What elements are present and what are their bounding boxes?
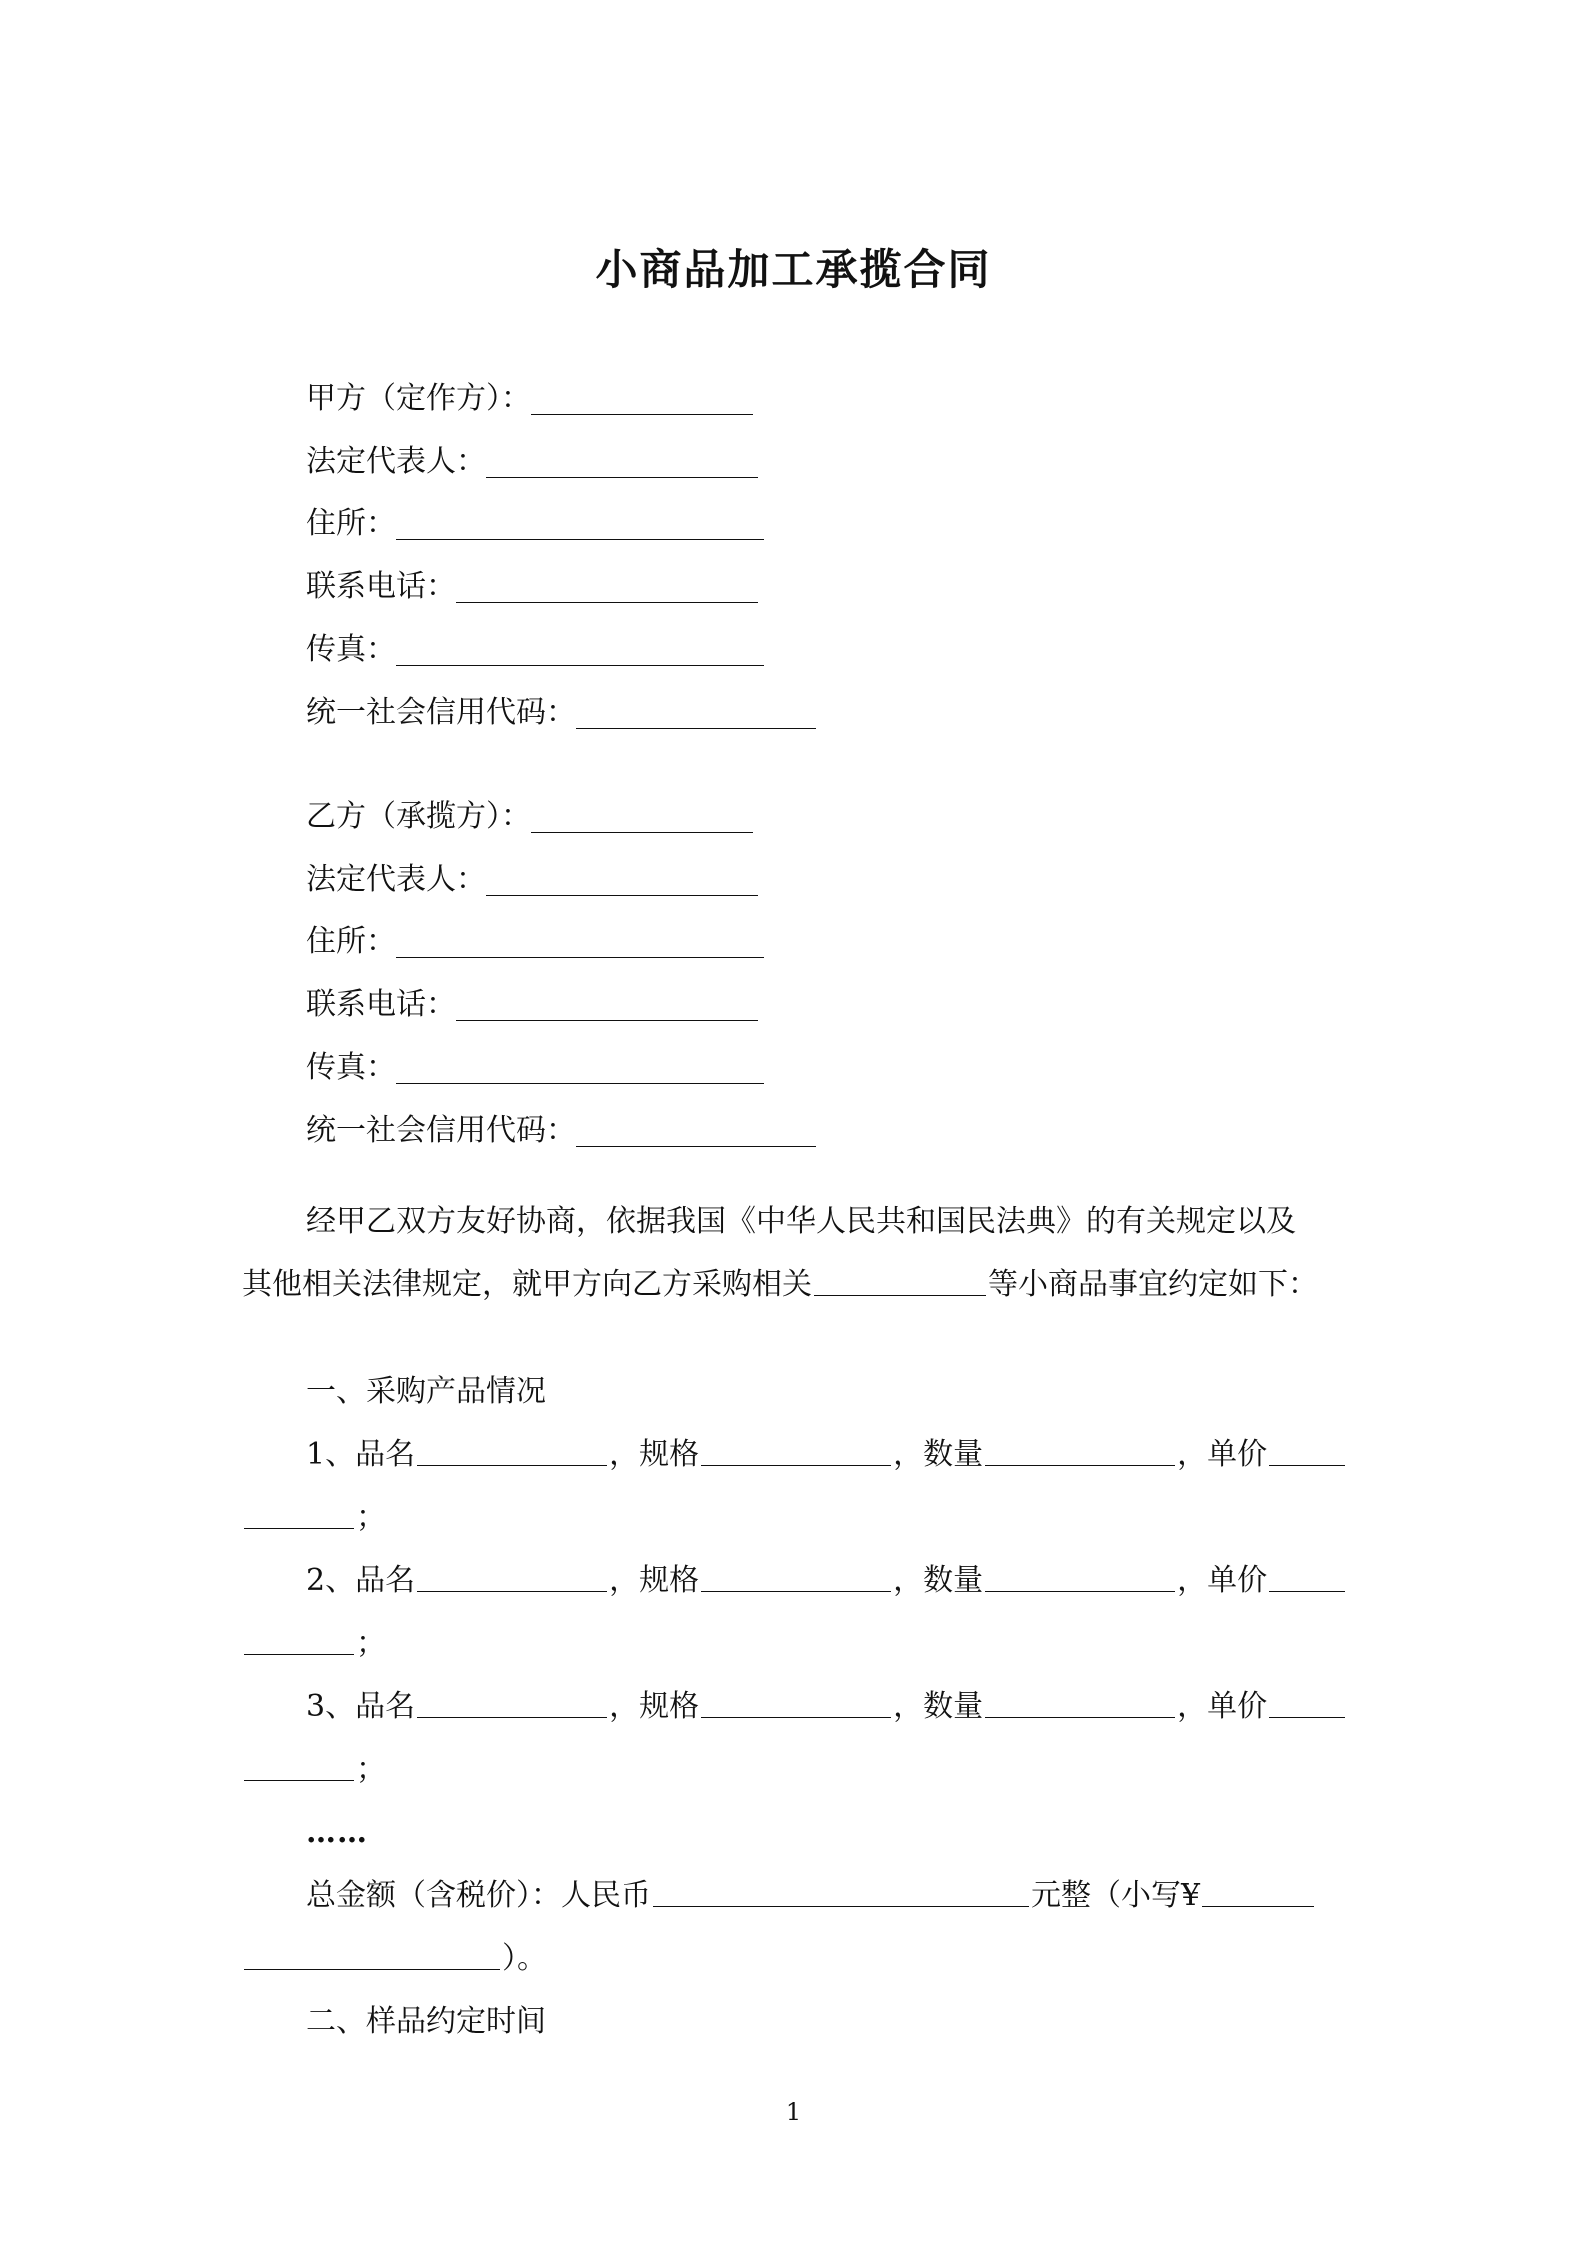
total-amount-figures-field[interactable] [1202,1872,1314,1907]
total-amount-figures-field-cont[interactable] [244,1935,500,1970]
total-prefix: 总金额（含税价）：人民币 [306,1878,651,1913]
item-3-spec-field[interactable] [701,1683,891,1718]
intro-text-1: 经甲乙双方友好协商，依据我国《中华人民共和国民法典》的有关规定以及 [306,1204,1296,1239]
item-row-1 [242,1423,1352,1486]
section-1-heading: 一、采购产品情况 [306,1374,546,1409]
item-1-qty-field[interactable] [985,1431,1175,1466]
item-1-qty-label: ，数量 [893,1437,984,1472]
party-b-credit-code-row [306,1088,816,1151]
item-row-3-cont [242,1738,1352,1801]
item-3-price-field-cont[interactable] [244,1746,354,1781]
party-a-phone-label: 联系电话： [306,569,456,605]
item-1-price-field[interactable] [1269,1431,1345,1466]
item-3-end: ； [356,1752,386,1787]
item-3-spec-label: ，规格 [609,1689,700,1724]
party-a-credit-code-field[interactable] [576,698,816,729]
item-2-spec-field[interactable] [701,1557,891,1592]
party-a-address-row [306,482,816,545]
item-1-spec-field[interactable] [701,1431,891,1466]
item-2-spec-label: ，规格 [609,1563,700,1598]
item-3-qty-field[interactable] [985,1683,1175,1718]
item-1-price-label: ，单价 [1177,1437,1268,1472]
item-1-name-field[interactable] [417,1431,607,1466]
item-1-end: ； [356,1500,386,1535]
item-2-qty-label: ，数量 [893,1563,984,1598]
item-row-3 [242,1675,1352,1738]
party-a-block [306,356,816,733]
party-b-fax-field[interactable] [396,1053,764,1084]
party-b-address-label: 住所： [306,924,396,960]
party-b-address-row [306,900,816,963]
party-a-name-field[interactable] [531,384,753,415]
party-a-fax-row [306,607,816,670]
item-2-price-label: ，单价 [1177,1563,1268,1598]
party-b-credit-code-field[interactable] [576,1116,816,1147]
total-end: ）。 [502,1941,547,1976]
party-b-fax-label: 传真： [306,1049,396,1085]
ellipsis-row [242,1801,1352,1864]
party-b-block [306,774,816,1151]
party-b-credit-code-label: 统一社会信用代码： [306,1112,576,1148]
section-2-heading: 二、样品约定时间 [306,2004,546,2039]
item-2-name-field[interactable] [417,1557,607,1592]
section-1 [242,1360,1352,2053]
item-row-1-cont [242,1486,1352,1549]
ellipsis: …… [306,1815,368,1850]
item-1-name-label: 1、品名 [306,1437,416,1472]
item-3-price-label: ，单价 [1177,1689,1268,1724]
item-2-qty-field[interactable] [985,1557,1175,1592]
item-3-name-label: 3、品名 [306,1689,416,1724]
intro-line-1 [242,1190,1352,1253]
total-amount-words-field[interactable] [653,1872,1029,1907]
page-number: 1 [785,2098,802,2126]
item-3-name-field[interactable] [417,1683,607,1718]
party-a-fax-field[interactable] [396,635,764,666]
party-b-rep-field[interactable] [486,865,758,896]
party-a-address-field[interactable] [396,509,764,540]
party-b-name-row [306,774,816,837]
party-a-fax-label: 传真： [306,631,396,667]
item-1-spec-label: ，规格 [609,1437,700,1472]
party-b-rep-row [306,837,816,900]
party-a-credit-code-row [306,670,816,733]
item-2-end: ； [356,1626,386,1661]
party-a-address-label: 住所： [306,506,396,542]
party-b-phone-row [306,962,816,1025]
item-row-2-cont [242,1612,1352,1675]
product-category-field[interactable] [814,1261,986,1296]
intro-text-2-prefix: 其他相关法律规定，就甲方向乙方采购相关 [242,1267,812,1302]
item-2-price-field-cont[interactable] [244,1620,354,1655]
item-3-qty-label: ，数量 [893,1689,984,1724]
party-b-name-label: 乙方（承揽方）： [306,798,531,834]
intro-line-2 [242,1253,1352,1316]
party-a-rep-row [306,419,816,482]
item-2-name-label: 2、品名 [306,1563,416,1598]
party-a-phone-field[interactable] [456,572,758,603]
party-a-credit-code-label: 统一社会信用代码： [306,694,576,730]
document-title: 小商品加工承揽合同 [595,245,992,294]
item-1-price-field-cont[interactable] [244,1494,354,1529]
party-b-rep-label: 法定代表人： [306,861,486,897]
party-a-name-row [306,356,816,419]
party-a-rep-label: 法定代表人： [306,443,486,479]
party-a-name-label: 甲方（定作方）： [306,380,531,416]
item-2-price-field[interactable] [1269,1557,1345,1592]
intro-text-2-suffix: 等小商品事宜约定如下： [988,1267,1318,1302]
party-b-phone-field[interactable] [456,990,758,1021]
intro-paragraph [242,1190,1352,1316]
party-b-phone-label: 联系电话： [306,987,456,1023]
item-row-2 [242,1549,1352,1612]
party-a-phone-row [306,544,816,607]
party-b-fax-row [306,1025,816,1088]
party-b-name-field[interactable] [531,802,753,833]
total-row-cont [242,1927,1352,1990]
item-3-price-field[interactable] [1269,1683,1345,1718]
total-mid: 元整（小写¥ [1031,1878,1201,1913]
party-b-address-field[interactable] [396,927,764,958]
party-a-rep-field[interactable] [486,447,758,478]
total-row [242,1864,1352,1927]
